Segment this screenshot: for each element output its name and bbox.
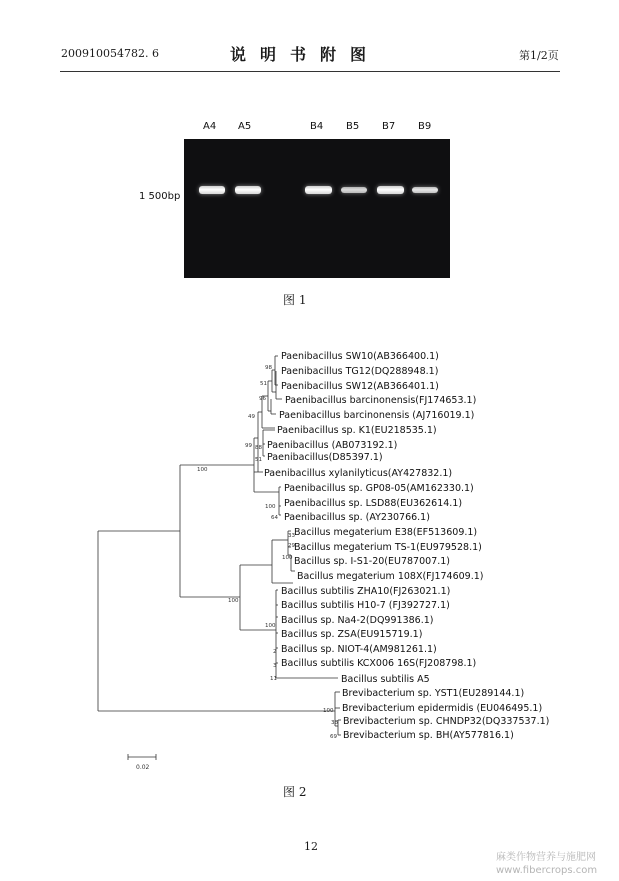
- lane-label-a4: A4: [203, 121, 217, 132]
- bootstrap-value: 51: [260, 381, 267, 387]
- taxon-label: Paenibacillus barcinonensis (AJ716019.1): [279, 410, 475, 421]
- bootstrap-value: 100: [323, 708, 334, 714]
- page-title: 说明书附图: [230, 45, 381, 64]
- taxon-label: Paenibacillus sp. K1(EU218535.1): [277, 425, 437, 436]
- taxon-label: Bacillus megaterium E38(EF513609.1): [294, 527, 478, 538]
- taxon-label: Bacillus subtilis A5: [341, 674, 430, 685]
- taxon-label: Paenibacillus xylanilyticus(AY427832.1): [264, 468, 453, 479]
- taxon-label: Brevibacterium sp. BH(AY577816.1): [343, 730, 514, 741]
- taxon-label: Paenibacillus sp. GP08-05(AM162330.1): [284, 483, 474, 494]
- taxon-label: Paenibacillus barcinonensis(FJ174653.1): [285, 395, 477, 406]
- lane-label-a5: A5: [238, 121, 252, 132]
- bootstrap-value: 49: [248, 414, 255, 420]
- bootstrap-value: 100: [228, 598, 239, 604]
- bootstrap-value: 69: [330, 734, 337, 740]
- taxon-label: Brevibacterium epidermidis (EU046495.1): [342, 703, 543, 714]
- bootstrap-value: 2: [273, 649, 277, 655]
- lane-label-b5: B5: [346, 121, 360, 132]
- taxon-label: Paenibacillus sp. LSD88(EU362614.1): [284, 498, 463, 509]
- bootstrap-value: 38: [331, 720, 338, 726]
- taxon-labels: [264, 351, 549, 741]
- bootstrap-value: 33: [288, 533, 295, 539]
- taxon-label: Bacillus sp. Na4-2(DQ991386.1): [281, 615, 434, 626]
- taxon-label: Paenibacillus TG12(DQ288948.1): [281, 366, 439, 377]
- page-number: 12: [304, 840, 318, 853]
- bootstrap-value: 100: [197, 467, 208, 473]
- taxon-label: Paenibacillus sp. (AY230766.1): [284, 512, 430, 523]
- taxon-label: Brevibacterium sp. YST1(EU289144.1): [342, 688, 525, 699]
- lane-label-b4: B4: [310, 121, 324, 132]
- bootstrap-value: 29: [288, 543, 295, 549]
- taxon-label: Paenibacillus (AB073192.1): [267, 440, 398, 451]
- watermark: [496, 851, 597, 877]
- taxon-label: Bacillus subtilis ZHA10(FJ263021.1): [281, 586, 451, 597]
- figure2-caption: 图 2: [283, 785, 307, 799]
- taxon-label: Bacillus subtilis KCX006 16S(FJ208798.1): [281, 658, 477, 669]
- bootstrap-value: 51: [255, 457, 262, 463]
- figure1-caption: 图 1: [283, 293, 307, 307]
- taxon-label: Bacillus sp. ZSA(EU915719.1): [281, 629, 423, 640]
- lane-label-b9: B9: [418, 121, 432, 132]
- bootstrap-value: 100: [282, 555, 293, 561]
- taxon-label: Bacillus subtilis H10-7 (FJ392727.1): [281, 600, 450, 611]
- bootstrap-value: 11: [270, 676, 277, 682]
- watermark-line: www.fibercrops.com: [496, 865, 598, 876]
- taxon-label: Paenibacillus(D85397.1): [267, 452, 383, 463]
- taxon-label: Paenibacillus SW10(AB366400.1): [281, 351, 439, 362]
- taxon-label: Brevibacterium sp. CHNDP32(DQ337537.1): [343, 716, 550, 727]
- page-indicator: 第1/2页: [519, 49, 559, 62]
- scale-bar-label: 0.02: [136, 764, 150, 771]
- lane-label-b7: B7: [382, 121, 396, 132]
- marker-label: 1 500bp: [139, 191, 181, 202]
- taxon-label: Bacillus megaterium TS-1(EU979528.1): [294, 542, 482, 553]
- watermark-line: 麻类作物营养与施肥网: [496, 852, 596, 863]
- bootstrap-value: 88: [255, 445, 262, 451]
- bootstrap-value: 99: [245, 443, 252, 449]
- bootstrap-value: 96: [259, 396, 266, 402]
- taxon-label: Bacillus megaterium 108X(FJ174609.1): [297, 571, 484, 582]
- bootstrap-value: 3: [273, 663, 277, 669]
- bootstrap-value: 100: [265, 504, 276, 510]
- bootstrap-value: 100: [265, 623, 276, 629]
- taxon-label: Paenibacillus SW12(AB366401.1): [281, 381, 439, 392]
- bootstrap-value: 98: [265, 365, 272, 371]
- taxon-label: Bacillus sp. NIOT-4(AM981261.1): [281, 644, 437, 655]
- patent-number: 200910054782. 6: [61, 47, 159, 60]
- taxon-label: Bacillus sp. I-S1-20(EU787007.1): [294, 556, 451, 567]
- bootstrap-value: 64: [271, 515, 278, 521]
